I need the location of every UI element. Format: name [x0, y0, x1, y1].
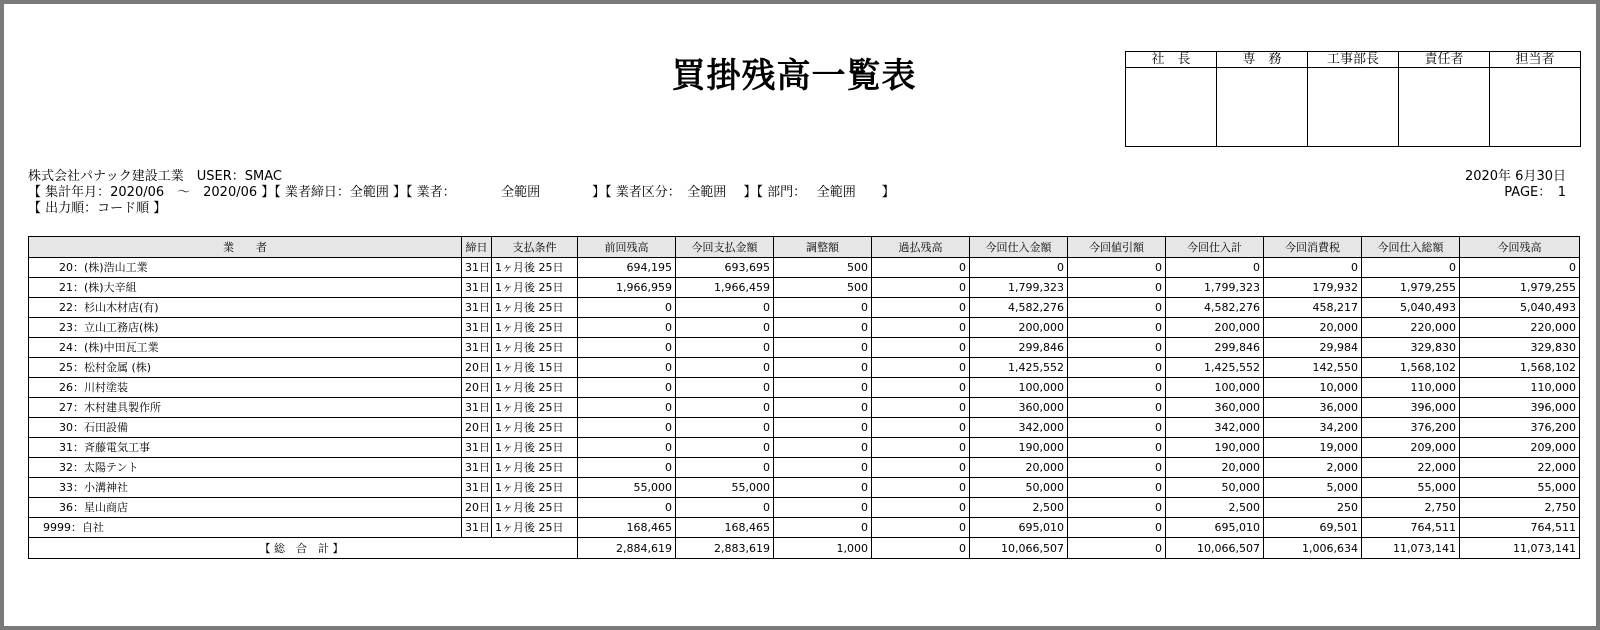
- amount-cell: 0: [1362, 258, 1460, 278]
- amount-cell: 0: [676, 378, 774, 398]
- approval-header-managing-director: 専 務: [1217, 52, 1308, 68]
- amount-cell: 396,000: [1460, 398, 1580, 418]
- vendor-name-cell: 30：石田設備: [29, 418, 462, 438]
- col-prev-balance: 前回残高: [578, 237, 676, 258]
- amount-cell: 4,582,276: [1166, 298, 1264, 318]
- amount-cell: 142,550: [1264, 358, 1362, 378]
- amount-cell: 1,425,552: [970, 358, 1068, 378]
- amount-cell: 168,465: [578, 518, 676, 538]
- amount-cell: 0: [1166, 258, 1264, 278]
- amount-cell: 0: [1068, 358, 1166, 378]
- table-body: [29, 258, 1580, 559]
- closing-day-cell: 31日: [462, 278, 492, 298]
- col-vendor: 業 者: [29, 237, 462, 258]
- amount-cell: 0: [872, 358, 970, 378]
- amount-cell: 693,695: [676, 258, 774, 278]
- amount-cell: 0: [872, 518, 970, 538]
- approval-stamp-cell: [1217, 68, 1308, 147]
- amount-cell: 0: [1068, 318, 1166, 338]
- amount-cell: 0: [774, 378, 872, 398]
- payment-terms-cell: 1ヶ月後 25日: [492, 418, 578, 438]
- closing-day-cell: 31日: [462, 318, 492, 338]
- closing-day-cell: 31日: [462, 458, 492, 478]
- amount-cell: 1,799,323: [970, 278, 1068, 298]
- amount-cell: 55,000: [1362, 478, 1460, 498]
- table-row: [29, 258, 1580, 278]
- approval-stamp-cell: [1399, 68, 1490, 147]
- amount-cell: 0: [676, 418, 774, 438]
- grand-total-row: [29, 538, 1580, 559]
- grand-total-amount-cell: 10,066,507: [970, 538, 1068, 559]
- amount-cell: 20,000: [970, 458, 1068, 478]
- col-closing-day: 締日: [462, 237, 492, 258]
- grand-total-amount-cell: 2,884,619: [578, 538, 676, 559]
- amount-cell: 1,568,102: [1362, 358, 1460, 378]
- amount-cell: 0: [1068, 258, 1166, 278]
- col-overpaid-balance: 過払残高: [872, 237, 970, 258]
- vendor-name-cell: 22：杉山木材店(有): [29, 298, 462, 318]
- closing-day-cell: 31日: [462, 398, 492, 418]
- amount-cell: 376,200: [1460, 418, 1580, 438]
- grand-total-amount-cell: 1,000: [774, 538, 872, 559]
- amount-cell: 342,000: [970, 418, 1068, 438]
- amount-cell: 0: [1068, 378, 1166, 398]
- amount-cell: 55,000: [578, 478, 676, 498]
- vendor-name-cell: 36：星山商店: [29, 498, 462, 518]
- amount-cell: 764,511: [1362, 518, 1460, 538]
- amount-cell: 0: [676, 398, 774, 418]
- amount-cell: 179,932: [1264, 278, 1362, 298]
- col-discount: 今回値引額: [1068, 237, 1166, 258]
- amount-cell: 0: [774, 458, 872, 478]
- grand-total-amount-cell: 1,006,634: [1264, 538, 1362, 559]
- payables-table: [28, 236, 1580, 559]
- vendor-name-cell: 31：斉藤電気工事: [29, 438, 462, 458]
- amount-cell: 0: [872, 418, 970, 438]
- col-consumption-tax: 今回消費税: [1264, 237, 1362, 258]
- closing-day-cell: 31日: [462, 298, 492, 318]
- closing-day-cell: 20日: [462, 358, 492, 378]
- vendor-name-cell: 21：(株)大辛組: [29, 278, 462, 298]
- amount-cell: 1,425,552: [1166, 358, 1264, 378]
- amount-cell: 5,040,493: [1460, 298, 1580, 318]
- amount-cell: 0: [676, 298, 774, 318]
- closing-day-cell: 31日: [462, 258, 492, 278]
- closing-day-cell: 31日: [462, 518, 492, 538]
- amount-cell: 0: [774, 358, 872, 378]
- amount-cell: 220,000: [1460, 318, 1580, 338]
- table-header-row: [29, 237, 1580, 258]
- closing-day-cell: 20日: [462, 498, 492, 518]
- amount-cell: 5,000: [1264, 478, 1362, 498]
- amount-cell: 695,010: [1166, 518, 1264, 538]
- amount-cell: 2,750: [1362, 498, 1460, 518]
- table-row: [29, 298, 1580, 318]
- amount-cell: 0: [1460, 258, 1580, 278]
- amount-cell: 0: [774, 518, 872, 538]
- payment-terms-cell: 1ヶ月後 25日: [492, 398, 578, 418]
- amount-cell: 0: [676, 338, 774, 358]
- amount-cell: 0: [676, 498, 774, 518]
- payment-terms-cell: 1ヶ月後 25日: [492, 458, 578, 478]
- amount-cell: 0: [1068, 478, 1166, 498]
- closing-day-cell: 31日: [462, 438, 492, 458]
- amount-cell: 500: [774, 278, 872, 298]
- amount-cell: 0: [1068, 418, 1166, 438]
- amount-cell: 20,000: [1264, 318, 1362, 338]
- amount-cell: 22,000: [1362, 458, 1460, 478]
- amount-cell: 0: [774, 338, 872, 358]
- amount-cell: 0: [578, 498, 676, 518]
- amount-cell: 168,465: [676, 518, 774, 538]
- amount-cell: 764,511: [1460, 518, 1580, 538]
- amount-cell: 1,568,102: [1460, 358, 1580, 378]
- amount-cell: 200,000: [1166, 318, 1264, 338]
- amount-cell: 20,000: [1166, 458, 1264, 478]
- col-purchase-total: 今回仕入総額: [1362, 237, 1460, 258]
- grand-total-amount-cell: 2,883,619: [676, 538, 774, 559]
- amount-cell: 500: [774, 258, 872, 278]
- amount-cell: 0: [872, 438, 970, 458]
- amount-cell: 110,000: [1460, 378, 1580, 398]
- amount-cell: 0: [872, 298, 970, 318]
- amount-cell: 360,000: [1166, 398, 1264, 418]
- amount-cell: 110,000: [1362, 378, 1460, 398]
- payment-terms-cell: 1ヶ月後 25日: [492, 498, 578, 518]
- closing-day-cell: 31日: [462, 478, 492, 498]
- payment-terms-cell: 1ヶ月後 25日: [492, 378, 578, 398]
- table-row: [29, 458, 1580, 478]
- amount-cell: 0: [872, 258, 970, 278]
- filter-conditions: 【 集計年月：2020/06 ～ 2020/06 】【 業者締日：全範囲 】【 業者： 全範囲 】【 業者区分： 全範囲 】【 部門： 全範囲 】: [28, 185, 895, 200]
- amount-cell: 55,000: [676, 478, 774, 498]
- amount-cell: 0: [1068, 518, 1166, 538]
- amount-cell: 2,750: [1460, 498, 1580, 518]
- amount-cell: 695,010: [970, 518, 1068, 538]
- payment-terms-cell: 1ヶ月後 25日: [492, 438, 578, 458]
- closing-day-cell: 31日: [462, 338, 492, 358]
- amount-cell: 5,040,493: [1362, 298, 1460, 318]
- amount-cell: 0: [872, 318, 970, 338]
- vendor-name-cell: 27：木村建具製作所: [29, 398, 462, 418]
- amount-cell: 0: [578, 338, 676, 358]
- amount-cell: 19,000: [1264, 438, 1362, 458]
- closing-day-cell: 20日: [462, 378, 492, 398]
- amount-cell: 0: [1068, 438, 1166, 458]
- amount-cell: 329,830: [1362, 338, 1460, 358]
- report-title: 買掛残高一覧表: [671, 56, 917, 96]
- amount-cell: 0: [774, 478, 872, 498]
- amount-cell: 0: [774, 398, 872, 418]
- amount-cell: 4,582,276: [970, 298, 1068, 318]
- payment-terms-cell: 1ヶ月後 25日: [492, 318, 578, 338]
- closing-day-cell: 20日: [462, 418, 492, 438]
- amount-cell: 209,000: [1362, 438, 1460, 458]
- amount-cell: 376,200: [1362, 418, 1460, 438]
- amount-cell: 299,846: [1166, 338, 1264, 358]
- table-row: [29, 378, 1580, 398]
- amount-cell: 29,984: [1264, 338, 1362, 358]
- page-number: PAGE： 1: [1504, 185, 1566, 200]
- approval-stamp-cell: [1126, 68, 1217, 147]
- payment-terms-cell: 1ヶ月後 15日: [492, 358, 578, 378]
- amount-cell: 0: [578, 458, 676, 478]
- amount-cell: 34,200: [1264, 418, 1362, 438]
- grand-total-amount-cell: 10,066,507: [1166, 538, 1264, 559]
- payment-terms-cell: 1ヶ月後 25日: [492, 338, 578, 358]
- table-row: [29, 478, 1580, 498]
- vendor-name-cell: 25：松村金属 (株): [29, 358, 462, 378]
- payment-terms-cell: 1ヶ月後 25日: [492, 478, 578, 498]
- amount-cell: 0: [872, 498, 970, 518]
- grand-total-amount-cell: 0: [1068, 538, 1166, 559]
- amount-cell: 0: [578, 418, 676, 438]
- amount-cell: 360,000: [970, 398, 1068, 418]
- approval-header-responsible: 責任者: [1399, 52, 1490, 68]
- amount-cell: 0: [578, 358, 676, 378]
- table-row: [29, 318, 1580, 338]
- table-row: [29, 278, 1580, 298]
- table-row: [29, 518, 1580, 538]
- amount-cell: 1,799,323: [1166, 278, 1264, 298]
- payment-terms-cell: 1ヶ月後 25日: [492, 298, 578, 318]
- amount-cell: 0: [1068, 278, 1166, 298]
- amount-cell: 1,979,255: [1460, 278, 1580, 298]
- approval-stamp-box: [1125, 51, 1581, 147]
- amount-cell: 0: [1068, 398, 1166, 418]
- amount-cell: 0: [774, 298, 872, 318]
- col-purchase-subtotal: 今回仕入計: [1166, 237, 1264, 258]
- vendor-name-cell: 20：(株)浩山工業: [29, 258, 462, 278]
- table-row: [29, 498, 1580, 518]
- amount-cell: 1,966,459: [676, 278, 774, 298]
- amount-cell: 329,830: [1460, 338, 1580, 358]
- col-payment-amount: 今回支払金額: [676, 237, 774, 258]
- col-purchase-amount: 今回仕入金額: [970, 237, 1068, 258]
- vendor-name-cell: 32：太陽テント: [29, 458, 462, 478]
- amount-cell: 100,000: [970, 378, 1068, 398]
- amount-cell: 0: [1068, 458, 1166, 478]
- amount-cell: 0: [872, 338, 970, 358]
- amount-cell: 0: [774, 438, 872, 458]
- amount-cell: 69,501: [1264, 518, 1362, 538]
- table-row: [29, 338, 1580, 358]
- approval-header-president: 社 長: [1126, 52, 1217, 68]
- amount-cell: 0: [1068, 298, 1166, 318]
- amount-cell: 0: [774, 318, 872, 338]
- col-adjustment: 調整額: [774, 237, 872, 258]
- amount-cell: 2,000: [1264, 458, 1362, 478]
- approval-header-construction-manager: 工事部長: [1308, 52, 1399, 68]
- amount-cell: 50,000: [1166, 478, 1264, 498]
- approval-stamp-cell: [1308, 68, 1399, 147]
- amount-cell: 0: [872, 458, 970, 478]
- amount-cell: 0: [578, 378, 676, 398]
- amount-cell: 2,500: [1166, 498, 1264, 518]
- amount-cell: 0: [578, 438, 676, 458]
- amount-cell: 0: [676, 358, 774, 378]
- amount-cell: 0: [1068, 498, 1166, 518]
- table-row: [29, 358, 1580, 378]
- amount-cell: 0: [1264, 258, 1362, 278]
- payment-terms-cell: 1ヶ月後 25日: [492, 518, 578, 538]
- amount-cell: 694,195: [578, 258, 676, 278]
- approval-stamp-cell: [1490, 68, 1581, 147]
- amount-cell: 190,000: [1166, 438, 1264, 458]
- vendor-name-cell: 24：(株)中田瓦工業: [29, 338, 462, 358]
- amount-cell: 200,000: [970, 318, 1068, 338]
- amount-cell: 50,000: [970, 478, 1068, 498]
- amount-cell: 22,000: [1460, 458, 1580, 478]
- grand-total-amount-cell: 11,073,141: [1460, 538, 1580, 559]
- amount-cell: 36,000: [1264, 398, 1362, 418]
- amount-cell: 342,000: [1166, 418, 1264, 438]
- amount-cell: 0: [872, 278, 970, 298]
- amount-cell: 0: [578, 398, 676, 418]
- grand-total-label: 【 総 合 計 】: [29, 538, 578, 559]
- col-current-balance: 今回残高: [1460, 237, 1580, 258]
- vendor-name-cell: 33：小溝神社: [29, 478, 462, 498]
- amount-cell: 190,000: [970, 438, 1068, 458]
- col-payment-terms: 支払条件: [492, 237, 578, 258]
- amount-cell: 0: [578, 318, 676, 338]
- approval-header-in-charge: 担当者: [1490, 52, 1581, 68]
- amount-cell: 0: [872, 378, 970, 398]
- amount-cell: 100,000: [1166, 378, 1264, 398]
- amount-cell: 2,500: [970, 498, 1068, 518]
- amount-cell: 0: [676, 458, 774, 478]
- amount-cell: 299,846: [970, 338, 1068, 358]
- amount-cell: 0: [676, 438, 774, 458]
- amount-cell: 458,217: [1264, 298, 1362, 318]
- amount-cell: 0: [872, 398, 970, 418]
- table-row: [29, 418, 1580, 438]
- amount-cell: 55,000: [1460, 478, 1580, 498]
- vendor-name-cell: 9999：自社: [29, 518, 462, 538]
- table-row: [29, 438, 1580, 458]
- amount-cell: 1,966,959: [578, 278, 676, 298]
- amount-cell: 0: [970, 258, 1068, 278]
- payment-terms-cell: 1ヶ月後 25日: [492, 258, 578, 278]
- report-date: 2020年 6月30日: [1464, 169, 1566, 184]
- amount-cell: 396,000: [1362, 398, 1460, 418]
- vendor-name-cell: 23：立山工務店(株): [29, 318, 462, 338]
- vendor-name-cell: 26：川村塗装: [29, 378, 462, 398]
- grand-total-amount-cell: 0: [872, 538, 970, 559]
- amount-cell: 220,000: [1362, 318, 1460, 338]
- amount-cell: 0: [1068, 338, 1166, 358]
- payment-terms-cell: 1ヶ月後 25日: [492, 278, 578, 298]
- amount-cell: 209,000: [1460, 438, 1580, 458]
- amount-cell: 1,979,255: [1362, 278, 1460, 298]
- amount-cell: 0: [774, 418, 872, 438]
- sort-order: 【 出力順：コード順 】: [28, 201, 167, 216]
- company-user: 株式会社パナック建設工業 USER：SMAC: [28, 169, 282, 184]
- amount-cell: 250: [1264, 498, 1362, 518]
- amount-cell: 10,000: [1264, 378, 1362, 398]
- amount-cell: 0: [578, 298, 676, 318]
- amount-cell: 0: [872, 478, 970, 498]
- table-row: [29, 398, 1580, 418]
- grand-total-amount-cell: 11,073,141: [1362, 538, 1460, 559]
- amount-cell: 0: [774, 498, 872, 518]
- amount-cell: 0: [676, 318, 774, 338]
